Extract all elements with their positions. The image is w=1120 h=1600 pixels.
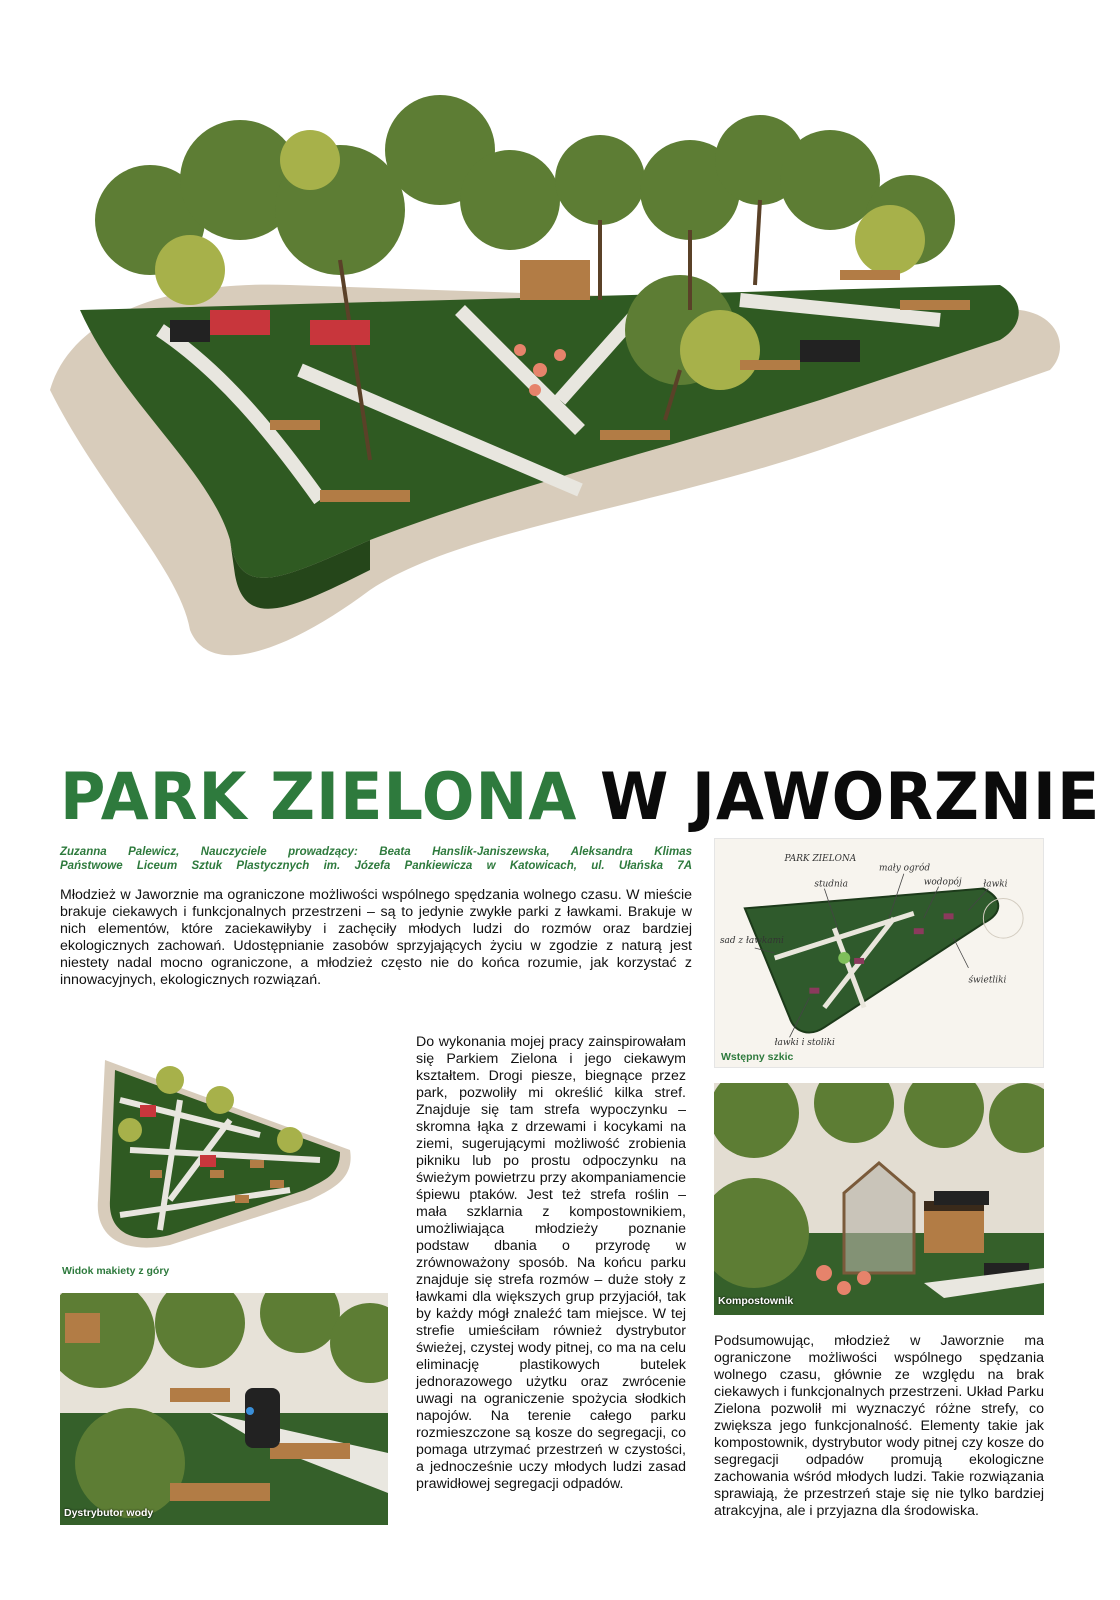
school-line: Państwowe Liceum Sztuk Plastycznych im. Józefa Pankiewicza w Katowicach, ul. Ułańska 7A [60, 860, 692, 872]
water-distributor-photo [60, 1293, 388, 1525]
intro-paragraph: Młodzież w Jaworznie ma ograniczone możliwości wspólnego spędzania wolnego czasu. W mieście brakuje ciekawych i funkcjonalnych przestrzeni – są to jedynie zwykłe parki z ławkami. Brakuje w nich elementów, które zaciekawiłyby i zachęciły młodych ludzi do rozmów oraz bardziej ekologicznych zachowań. Udostępnianie zasobów sprzyjających życiu w zgodzie z naturą jest niestety nadal mocno ograniczone, a młodzież często nie do końca rozumie, jak korzystać z innowacyjnych, ekologicznych rozwiązań. [60, 887, 692, 988]
water-caption: Dystrybutor wody [64, 1507, 154, 1519]
top-view-photo [60, 1040, 360, 1260]
sketch-image [714, 838, 1044, 1068]
right-column-text: Podsumowując, młodzież w Jaworznie ma ograniczone możliwości wspólnego spędzania wolnego czasu, głównie ze względu na brak ciekawych i funkcjonalnych przestrzeni. Układ Parku Zielona pozwolił mi wyznaczyć różne strefy, co zwiększa jego funkcjonalność. Elementy takie jak kompostownik, dystrybutor wody pitnej czy kosze do segregacji odpadów promują ekologiczne zachowania wśród młodych ludzi. Takie rozwiązania sprawiają, że przestrzeń staje się nie tylko bardziej atrakcyjna, ale i przyjazna dla środowiska. [714, 1333, 1044, 1519]
compost-caption: Kompostownik [718, 1295, 794, 1307]
top-view-caption: Widok makiety z góry [62, 1265, 170, 1277]
middle-column-text: Do wykonania mojej pracy zainspirowałam się Parkiem Zielona i jego ciekawym kształtem. Drogi piesze, biegnące przez park, pozwoliły mi określić kilka stref. Znajduje się tam strefa wypoczynku – skromna łąka z drzewami i kocykami na ziemi, sugerującymi możliwość zrobienia pikniku lub po prostu odpoczynku na świeżym powietrzu przy akompaniamencie śpiewu ptaków. Jest też strefa roślin – mała szklarnia z kompostownikiem, umożliwiająca młodzieży poznanie podstaw dbania o przyrodę w zrównoważony sposób. Na końcu parku znajduje się strefa rozmów – duże stoły z ławkami dla większych grup przyjaciół, tak by każdy mógł znaleźć tam miejsce. W tej strefie umieściłam również dystrybutor świeżej, czystej wody pitnej, co ma na celu eliminację plastikowych butelek jednorazowego użytku oraz zwrócenie uwagi na ograniczenie spożycia słodkich napojów. Na terenie całego parku rozmieszczone są kosze do segregacji, co pomaga utrzymać przestrzeń w czystości, a jednocześnie uczy młodych ludzi zasad prawidłowej segregacji odpadów. [416, 1034, 686, 1492]
sketch-title-label: PARK ZIELONA [784, 853, 857, 864]
authors-line: Zuzanna Palewicz, Nauczyciele prowadzący: Beata Hanslik-Janiszewska, Aleksandra Klimas [60, 846, 692, 858]
sketch-lamps-label: świetliki [968, 975, 1007, 986]
hero-model-photo [40, 70, 1080, 700]
title-green-part: PARK ZIELONA [60, 758, 578, 835]
sketch-well-label: studnia [814, 879, 848, 890]
title-black-part: W JAWORZNIE [599, 758, 1101, 835]
sketch-caption: Wstępny szkic [721, 1051, 794, 1063]
sketch-tables-label: ławki i stoliki [774, 1038, 835, 1049]
sketch-benches-label: ławki [983, 879, 1008, 890]
sketch-garden-label: mały ogród [879, 863, 931, 874]
composter-photo [714, 1083, 1044, 1315]
page-title [60, 758, 1101, 835]
sketch-orchard-label: sad z ławkami [719, 936, 784, 947]
sketch-water-label: wodopój [923, 877, 962, 888]
